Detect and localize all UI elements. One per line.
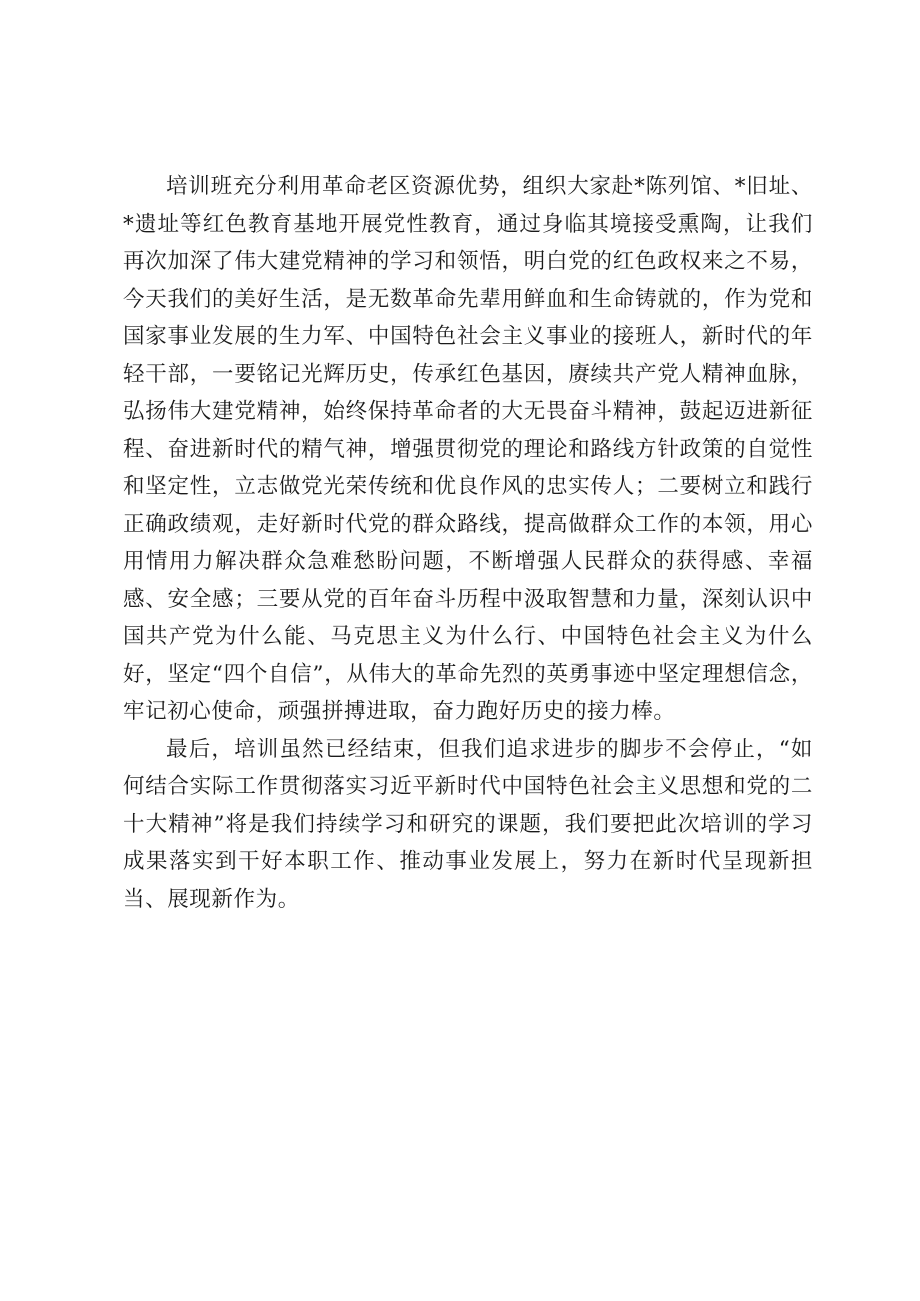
paragraph-red-education: 培训班充分利用革命老区资源优势，组织大家赴*陈列馆、*旧址、*遗址等红色教育基地开展党性教育，通过身临其境接受熏陶，让我们再次加深了伟大建党精神的学习和领悟，明白党的红色政权来之不易，今天我们的美好生活，是无数革命先辈用鲜血和生命铸就的，作为党和国家事业发展的生力军、中国特色社会主义事业的接班人，新时代的年轻干部，一要铭记光辉历史，传承红色基因，赓续共产党人精神血脉，弘扬伟大建党精神，始终保持革命者的大无畏奋斗精神，鼓起迈进新征程、奋进新时代的精气神，增强贯彻党的理论和路线方针政策的自觉性和坚定性，立志做党光荣传统和优良作风的忠实传人；二要树立和践行正确政绩观，走好新时代党的群众路线，提高做群众工作的本领，用心用情用力解决群众急难愁盼问题，不断增强人民群众的获得感、幸福感、安全感；三要从党的百年奋斗历程中汲取智慧和力量，深刻认识中国共产党为什么能、马克思主义为什么行、中国特色社会主义为什么好，坚定“四个自信”，从伟大的革命先烈的英勇事迹中坚定理想信念，牢记初心使命，顽强拼搏进取，奋力跑好历史的接力棒。 <box>123 174 813 724</box>
document-body <box>123 168 813 918</box>
paragraph-conclusion: 最后，培训虽然已经结束，但我们追求进步的脚步不会停止，“如何结合实际工作贯彻落实习近平新时代中国特色社会主义思想和党的二十大精神”将是我们持续学习和研究的课题，我们要把此次培训的学习成果落实到干好本职工作、推动事业发展上，努力在新时代呈现新担当、展现新作为。 <box>123 736 813 912</box>
